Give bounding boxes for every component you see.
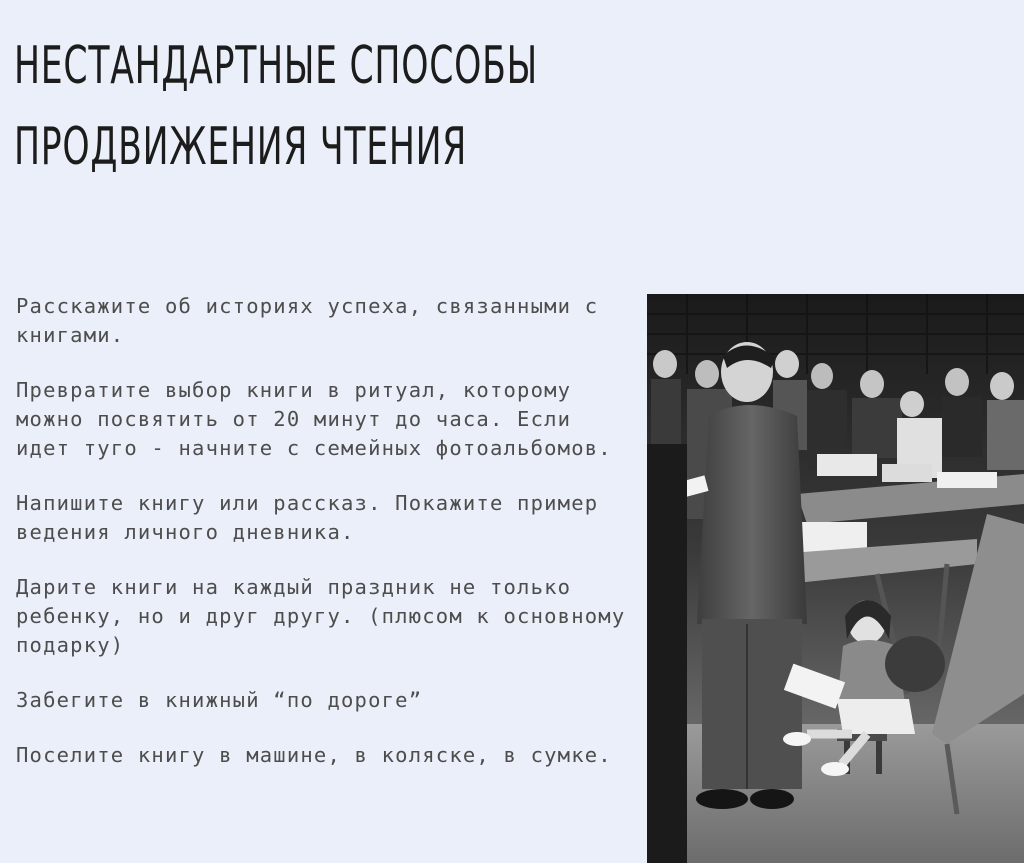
tip-paragraph-1: Расскажите об историях успеха, связанными с книгами. — [16, 294, 599, 347]
page-title — [14, 26, 538, 188]
tip-paragraph-6: Поселите книгу в машине, в коляске, в сумке. — [16, 743, 612, 767]
tip-paragraph-5: Забегите в книжный “по дороге” — [16, 688, 423, 712]
tips-text-block — [16, 292, 626, 796]
book-market-photo — [647, 294, 1024, 863]
tip-paragraph-2: Превратите выбор книги в ритуал, которому можно посвятить от 20 минут до часа. Если идет туго - начните с семейных фотоальбомов. — [16, 378, 612, 460]
title-line-2: ПРОДВИЖЕНИЯ ЧТЕНИЯ — [14, 117, 468, 177]
tip-paragraph-3: Напишите книгу или рассказ. Покажите пример ведения личного дневника. — [16, 491, 599, 544]
title-line-1: НЕСТАНДАРТНЫЕ СПОСОБЫ — [14, 36, 538, 96]
tip-paragraph-4: Дарите книги на каждый праздник не только ребенку, но и друг другу. (плюсом к основному подарку) — [16, 575, 626, 657]
book-market-photo-illustration — [647, 294, 1024, 863]
